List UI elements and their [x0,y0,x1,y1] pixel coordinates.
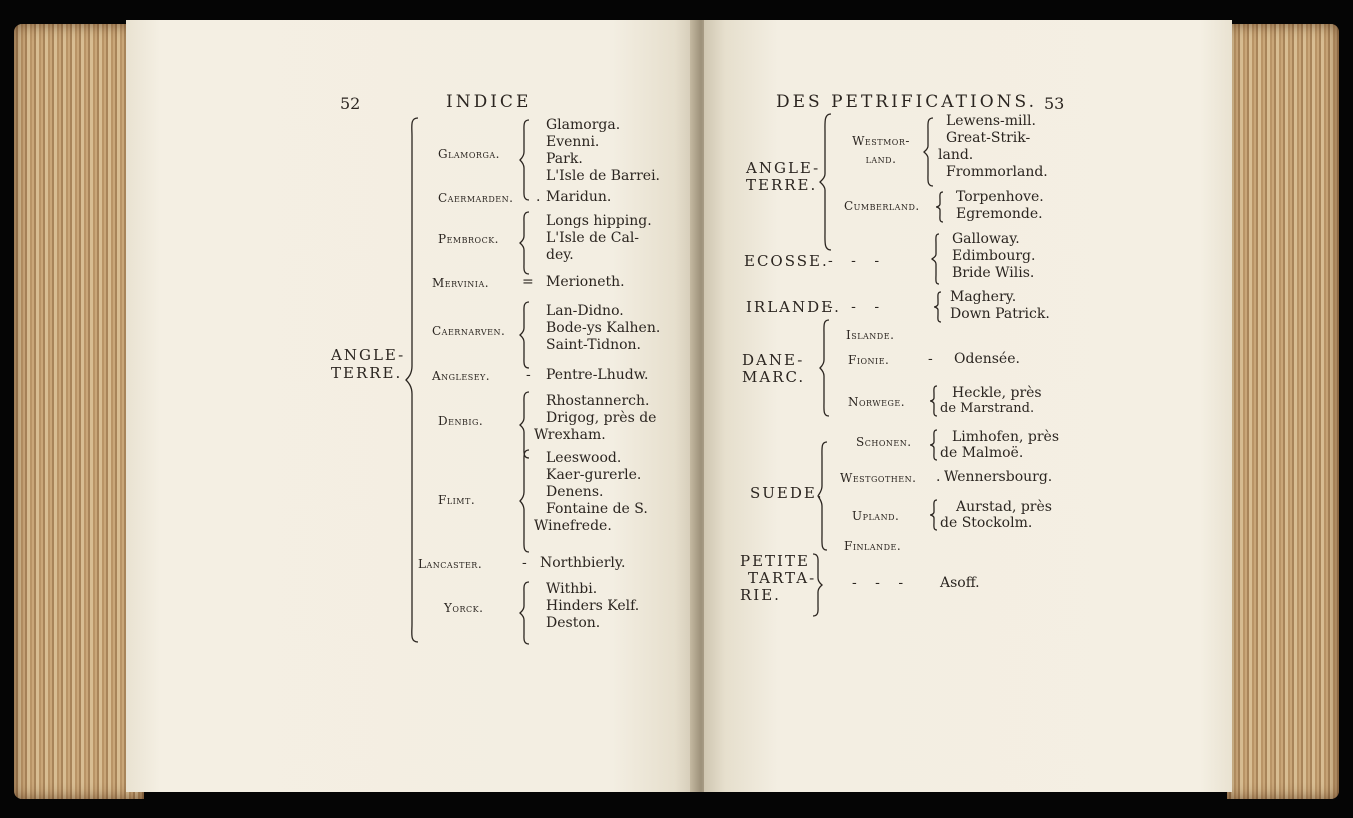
brace [924,116,934,188]
county-label: Schonen. [856,435,912,449]
place-item: Lewens-mill. [946,113,1036,129]
separator-dashes: - - - [828,299,880,315]
place-item: Down Patrick. [950,306,1050,322]
brace [520,210,530,276]
place-item: Aurstad, près [956,499,1052,515]
region-label: ANGLE-TERRE. [746,159,821,195]
region-brace [820,318,830,418]
separator: . [936,469,941,485]
place-item: Torpenhove. [956,189,1044,205]
place-item: Heckle, près [952,385,1042,401]
brace [930,498,938,532]
brace [520,300,530,370]
county-label: Lancaster. [418,557,483,571]
page-header: INDICE [446,92,532,112]
brace [936,190,944,224]
separator: = [522,274,534,290]
page-number: 53 [1044,94,1065,113]
place-item: Hinders Kelf. [546,598,640,614]
place-item: Denens. [546,484,604,500]
county-label: Upland. [852,509,900,523]
brace [930,428,938,462]
region-label: DANE-MARC. [742,351,806,387]
brace [932,232,940,286]
open-book [14,18,1339,802]
brace [520,448,530,554]
brace [520,118,530,202]
place-item: Northbierly. [540,555,626,571]
region-label: ECOSSE. [744,252,829,270]
region-label-line: TARTA- [748,569,817,587]
place-item: Fontaine de S. [546,501,648,517]
county-label: Yorck. [444,601,484,615]
place-item: Saint-Tidnon. [546,337,641,353]
county-label: Flimt. [438,493,476,507]
county-label: Anglesey. [432,369,491,383]
place-item: Maridun. [546,189,612,205]
left-page [126,20,698,792]
region-brace [818,440,828,552]
brace [520,580,530,646]
region-brace [820,112,832,252]
place-item: Withbi. [546,581,598,597]
place-item: Wennersbourg. [944,469,1053,485]
place-item: Glamorga. [546,117,621,133]
separator-dashes: - - - [828,253,880,269]
county-label: Norwege. [848,395,906,409]
left-page-edges [14,24,144,799]
region-label-line: PETITE [740,552,810,570]
place-item: Limhofen, près [952,429,1060,445]
place-item: Bride Wilis. [952,265,1035,281]
place-item: de Malmoë. [940,445,1024,461]
place-item: Deston. [546,615,601,631]
place-item: Maghery. [950,289,1017,305]
county-label: Pembrock. [438,232,499,246]
place-item: dey. [546,247,574,263]
place-item: Evenni. [546,134,600,150]
place-item: de Marstrand. [940,401,1035,416]
separator: . [536,189,541,205]
county-label: Cumberland. [844,199,920,213]
separator: - [928,351,933,367]
place-item: Galloway. [952,231,1020,247]
place-item: L'Isle de Barrei. [546,168,661,184]
county-label: Glamorga. [438,147,500,161]
region-brace [812,552,822,618]
place-item: de Stockolm. [940,515,1033,531]
county-label: Mervinia. [432,276,490,290]
place-item: Great-Strik- [946,130,1031,146]
region-label: IRLANDE. [746,298,841,316]
place-item: Lan-Didno. [546,303,624,319]
place-item: Kaer-gurerle. [546,467,642,483]
right-page [704,20,1232,792]
page-header: DES PETRIFICATIONS. [776,92,1037,112]
place-item: Winefrede. [534,518,612,534]
county-label: Westgothen. [840,471,917,485]
place-item: Merioneth. [546,274,625,290]
region-label-line: RIE. [740,586,781,604]
place-item: Rhostannerch. [546,393,650,409]
place-item: Edimbourg. [952,248,1036,264]
place-item: Egremonde. [956,206,1043,222]
separator: - [526,367,531,383]
region-label: ANGLE-TERRE. [331,346,406,382]
place-item: L'Isle de Cal- [546,230,640,246]
county-label: Caermarden. [438,191,514,205]
place-item: Park. [546,151,583,167]
brace [934,290,942,324]
place-item: Odensée. [954,351,1020,367]
county-label: Finlande. [844,539,902,553]
place-item: Asoff. [940,575,980,591]
place-item: Wrexham. [534,427,606,443]
county-label: Denbig. [438,414,484,428]
county-label: Westmor-land. [852,134,910,166]
place-item: Leeswood. [546,450,622,466]
brace [930,384,938,418]
right-page-edges [1227,24,1339,799]
county-label: Caernarven. [432,324,506,338]
separator: - [522,555,527,571]
place-item: land. [938,147,974,163]
page-number: 52 [340,94,361,113]
county-label: Fionie. [848,353,890,367]
place-item: Bode-ys Kalhen. [546,320,661,336]
place-item: Longs hipping. [546,213,652,229]
county-label: Islande. [846,328,895,342]
place-item: Frommorland. [946,164,1048,180]
place-item: Pentre-Lhudw. [546,367,649,383]
place-item: Drigog, près de [546,410,657,426]
region-label: SUEDE. [750,484,824,502]
separator-dashes: - - - [852,575,904,591]
